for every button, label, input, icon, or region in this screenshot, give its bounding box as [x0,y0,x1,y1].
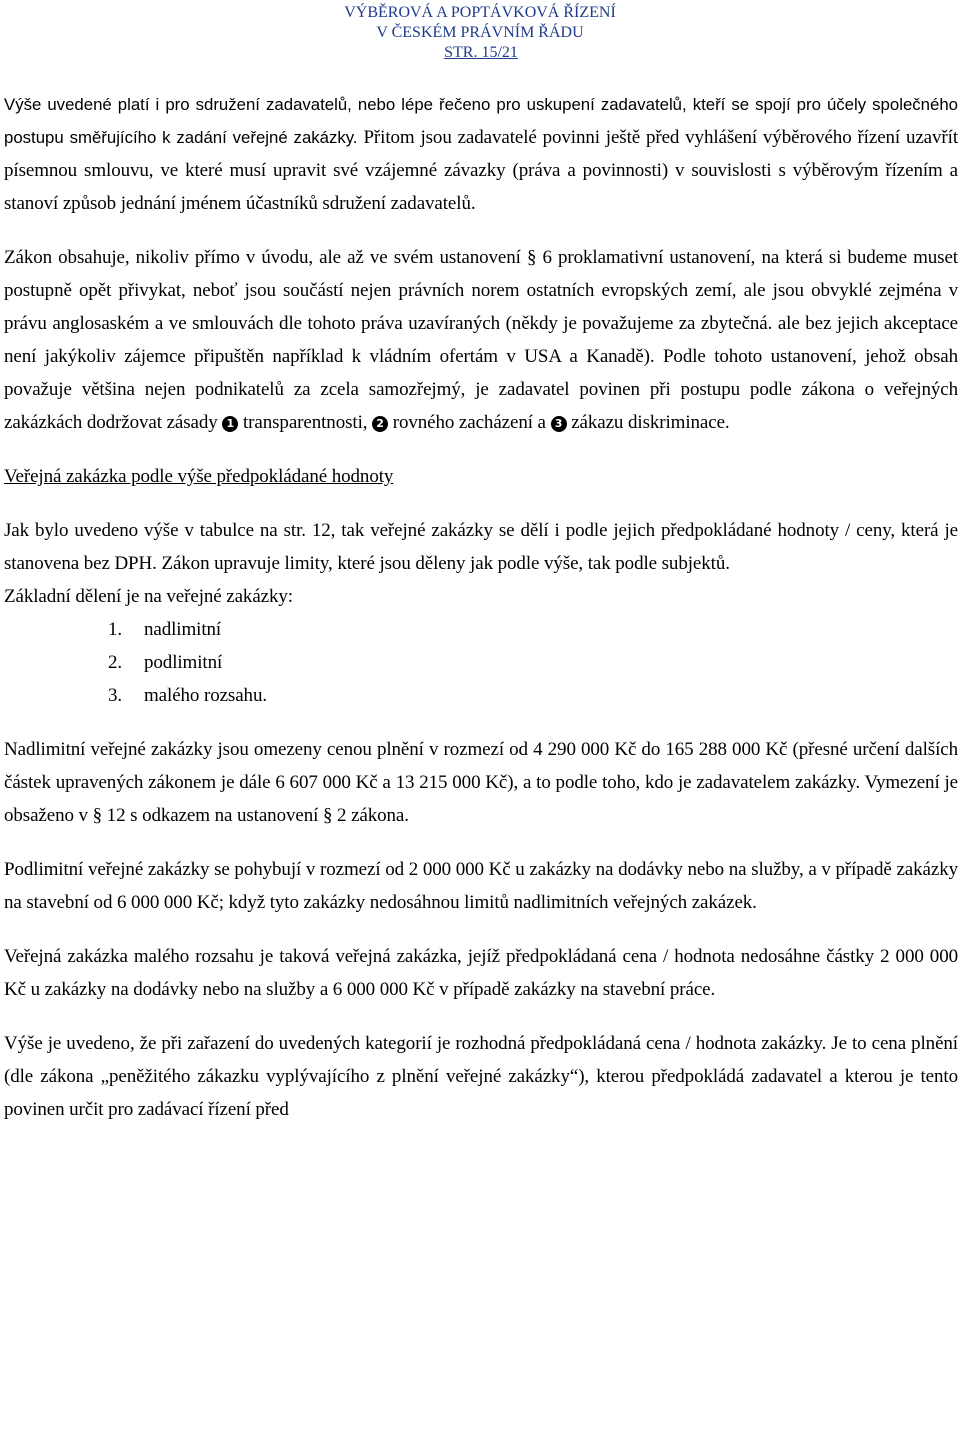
paragraph-above-threshold: Nadlimitní veřejné zakázky jsou omezeny cenou plnění v rozmezí od 4 290 000 Kč do 165 288 000 Kč (přesné určení dalších částek upravených zákonem je dále 6 607 000 Kč a 13 215 000 Kč), a to podle toho, kdo je zadavatelem zakázky. Vymezení je obsaženo v § 12 s odkazem na ustanovení § 2 zákona. [4,739,958,826]
paragraph-principles-text-b: 6 proklamativní ustanovení, na která si budeme muset postupně opět přivykat, neboť jsou součástí nejen právních norem ostatních evropských zemí, ale jsou obvyklé zejména v právu anglosaském a ve smlouvách dle tohoto práva uzavíraných (někdy je považujeme za zbytečná. ale bez jejich akceptace není jakýkoliv zájemce připuštěn například k vládním ofertám v USA a Kanadě). Podle tohoto ustanovení, jehož obsah považuje většina nejen podnikatelů za zcela samozřejmý, je zadavatel povinen při postupu podle zákona o veřejných zakázkách dodržovat zásady [4,247,958,433]
contract-type-list [4,613,958,712]
principle-transparency: transparentnosti, [242,412,368,433]
page-number: STR. 15/21 [444,44,518,61]
paragraph-basic-division: Základní dělení je na veřejné zakázky: [4,586,293,607]
paragraph-below-threshold: Podlimitní veřejné zakázky se pohybují v rozmezí od 2 000 000 Kč u zakázky na dodávky nebo na služby, a v případě zakázky na stavební od 6 000 000 Kč; když tyto zakázky nedosáhnou limitů nadlimitních veřejných zakázek. [4,859,958,913]
principle-non-discrimination: zákazu diskriminace. [571,412,730,433]
header-subtitle: V ČESKÉM PRÁVNÍM ŘÁDU [376,24,584,41]
section-heading: Veřejná zakázka podle výše předpokládané hodnoty [4,466,394,487]
list-item: 3. malého rozsahu. [108,685,268,706]
paragraph-associations-text-b: Přitom jsou zadavatelé povinni ještě před vyhlášení výběrového řízení uzavřít písemnou smlouvu, ve které musí upravit své vzájemné závazky (práva a povinnosti) v souvislosti s výběrovým řízením a stanoví způsob jednání jménem účastníků sdružení zadavatelů. [4,127,958,214]
header-title: VÝBĚROVÁ A POPTÁVKOVÁ ŘÍZENÍ [344,4,616,21]
page-header [0,3,960,63]
number-two-icon: 2 [372,416,388,432]
number-one-icon: 1 [222,416,238,432]
paragraph-principles-text-a: Zákon obsahuje, nikoliv přímo v úvodu, ale až ve svém ustanovení [4,247,521,268]
paragraph-small-scale: Veřejná zakázka malého rozsahu je taková veřejná zakázka, jejíž předpokládaná cena / hodnota nedosáhne částky 2 000 000 Kč u zakázky na dodávky nebo na služby a 6 000 000 Kč v případě zakázky na stavební práce. [4,946,958,1000]
number-three-icon: 3 [551,416,567,432]
section-sign: § [322,805,333,826]
principle-equal-treatment: rovného zacházení a [392,412,546,433]
paragraph-associations [4,88,958,220]
paragraph-principles [4,241,958,439]
document-body [4,88,958,1126]
section-sign: § [526,247,537,268]
paragraph-estimated-value: Výše je uvedeno, že při zařazení do uvedených kategorií je rozhodná předpokládaná cena / hodnota zakázky. Je to cena plnění (dle zákona „peněžitého zákazku vyplývajícího z plnění veřejné zakázky“), kterou předpokládá zadavatel a kterou je tento povinen určit pro zadávací řízení před [4,1033,958,1120]
list-item: 2. podlimitní [108,652,223,673]
section-sign: § [92,805,103,826]
list-item: 1. nadlimitní [108,619,222,640]
paragraph-division: Jak bylo uvedeno výše v tabulce na str. 12, tak veřejné zakázky se dělí i podle jejich předpokládané hodnoty / ceny, která je stanovena bez DPH. Zákon upravuje limity, které jsou děleny jak podle výše, tak podle subjektů. [4,520,958,574]
paragraph-associations-text-a: Výše uvedené platí i pro sdružení zadavatelů, nebo lépe řečeno pro uskupení zadavatelů, kteří se spojí pro účely společného postupu směřujícího k zadání veřejné zakázky. [4,95,958,147]
